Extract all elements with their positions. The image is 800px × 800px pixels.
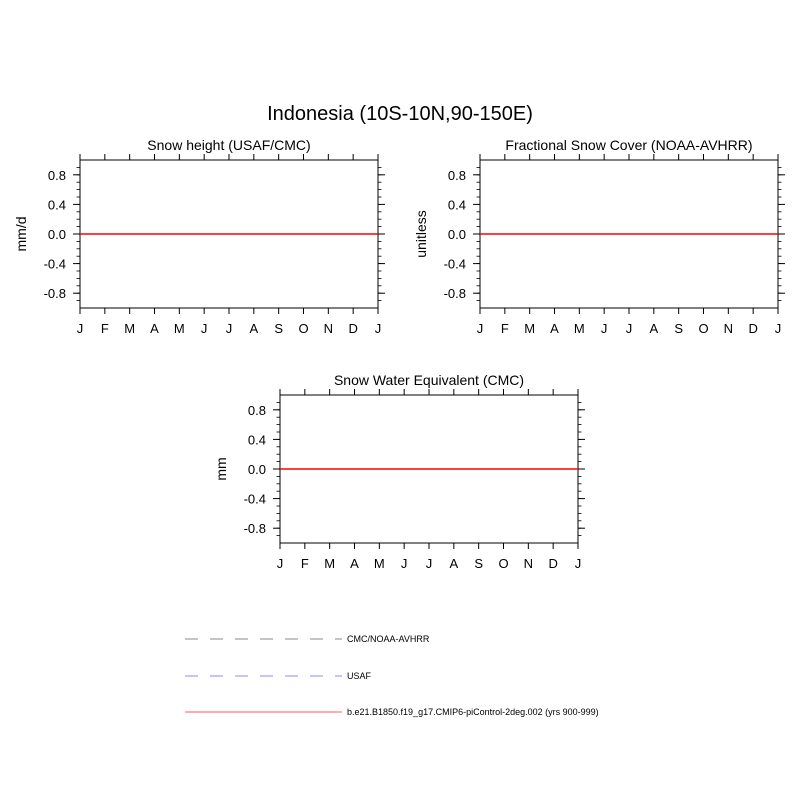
x-tick-label: A bbox=[449, 556, 459, 571]
x-tick-label: J bbox=[374, 321, 382, 336]
x-tick-label: J bbox=[625, 321, 633, 336]
y-tick-label: 0.8 bbox=[47, 167, 66, 183]
x-tick-label: J bbox=[476, 321, 484, 336]
y-tick-label: 0.4 bbox=[247, 432, 266, 448]
x-tick-label: S bbox=[674, 321, 684, 336]
y-tick-label: 0.4 bbox=[447, 197, 466, 213]
y-tick-label: 0.0 bbox=[447, 227, 466, 242]
y-tick-label: 0.4 bbox=[47, 197, 66, 213]
panel-title: Snow height (USAF/CMC) bbox=[147, 137, 311, 153]
x-tick-label: J bbox=[774, 321, 782, 336]
y-axis-label: mm bbox=[213, 457, 229, 481]
x-tick-label: N bbox=[523, 556, 534, 571]
x-tick-label: N bbox=[323, 321, 334, 336]
x-tick-label: D bbox=[348, 321, 358, 336]
x-tick-label: J bbox=[425, 556, 433, 571]
y-tick-label: -0.8 bbox=[43, 286, 66, 302]
panel-title: Fractional Snow Cover (NOAA-AVHRR) bbox=[505, 137, 753, 153]
panel-snow-height bbox=[13, 137, 385, 336]
y-tick-label: 0.8 bbox=[447, 167, 466, 183]
x-tick-label: O bbox=[698, 321, 709, 336]
figure-title: Indonesia (10S-10N,90-150E) bbox=[267, 103, 533, 125]
x-tick-label: M bbox=[573, 321, 585, 336]
legend-label-model-run: b.e21.B1850.f19_g17.CMIP6-piControl-2deg.002 (yrs 900-999) bbox=[347, 707, 599, 717]
y-axis-label: unitless bbox=[413, 210, 429, 258]
x-tick-label: M bbox=[524, 321, 536, 336]
panel-snow-water-equivalent bbox=[213, 372, 585, 571]
x-tick-label: M bbox=[124, 321, 136, 336]
legend-label-usaf: USAF bbox=[347, 671, 372, 681]
x-tick-label: F bbox=[500, 321, 509, 336]
x-tick-label: J bbox=[76, 321, 84, 336]
x-tick-label: F bbox=[100, 321, 109, 336]
x-tick-label: M bbox=[173, 321, 185, 336]
y-tick-label: 0.0 bbox=[247, 462, 266, 477]
x-tick-label: A bbox=[249, 321, 259, 336]
x-tick-label: N bbox=[723, 321, 734, 336]
x-tick-label: S bbox=[474, 556, 484, 571]
x-tick-label: A bbox=[649, 321, 659, 336]
y-tick-label: -0.4 bbox=[443, 256, 466, 272]
x-tick-label: M bbox=[373, 556, 385, 571]
x-tick-label: J bbox=[600, 321, 608, 336]
x-tick-label: A bbox=[150, 321, 159, 336]
y-tick-label: -0.4 bbox=[243, 491, 266, 507]
legend-label-cmc-noaa-avhrr: CMC/NOAA-AVHRR bbox=[347, 634, 430, 644]
legend bbox=[185, 634, 599, 717]
x-tick-label: F bbox=[300, 556, 309, 571]
y-tick-label: -0.8 bbox=[443, 286, 466, 302]
y-tick-label: 0.0 bbox=[47, 227, 66, 242]
panel-title: Snow Water Equivalent (CMC) bbox=[333, 372, 525, 388]
x-tick-label: J bbox=[200, 321, 208, 336]
x-tick-label: S bbox=[274, 321, 284, 336]
x-tick-label: J bbox=[400, 556, 408, 571]
x-tick-label: A bbox=[350, 556, 359, 571]
x-tick-label: J bbox=[276, 556, 284, 571]
x-tick-label: O bbox=[298, 321, 309, 336]
x-tick-label: J bbox=[574, 556, 582, 571]
x-tick-label: D bbox=[748, 321, 758, 336]
y-tick-label: -0.4 bbox=[43, 256, 66, 272]
y-tick-label: -0.8 bbox=[243, 521, 266, 537]
y-tick-label: 0.8 bbox=[247, 402, 266, 418]
x-tick-label: J bbox=[225, 321, 233, 336]
x-tick-label: M bbox=[324, 556, 336, 571]
panel-fractional-snow-cover bbox=[413, 137, 785, 336]
x-tick-label: A bbox=[550, 321, 559, 336]
x-tick-label: D bbox=[548, 556, 558, 571]
x-tick-label: O bbox=[498, 556, 509, 571]
y-axis-label: mm/d bbox=[13, 216, 29, 252]
